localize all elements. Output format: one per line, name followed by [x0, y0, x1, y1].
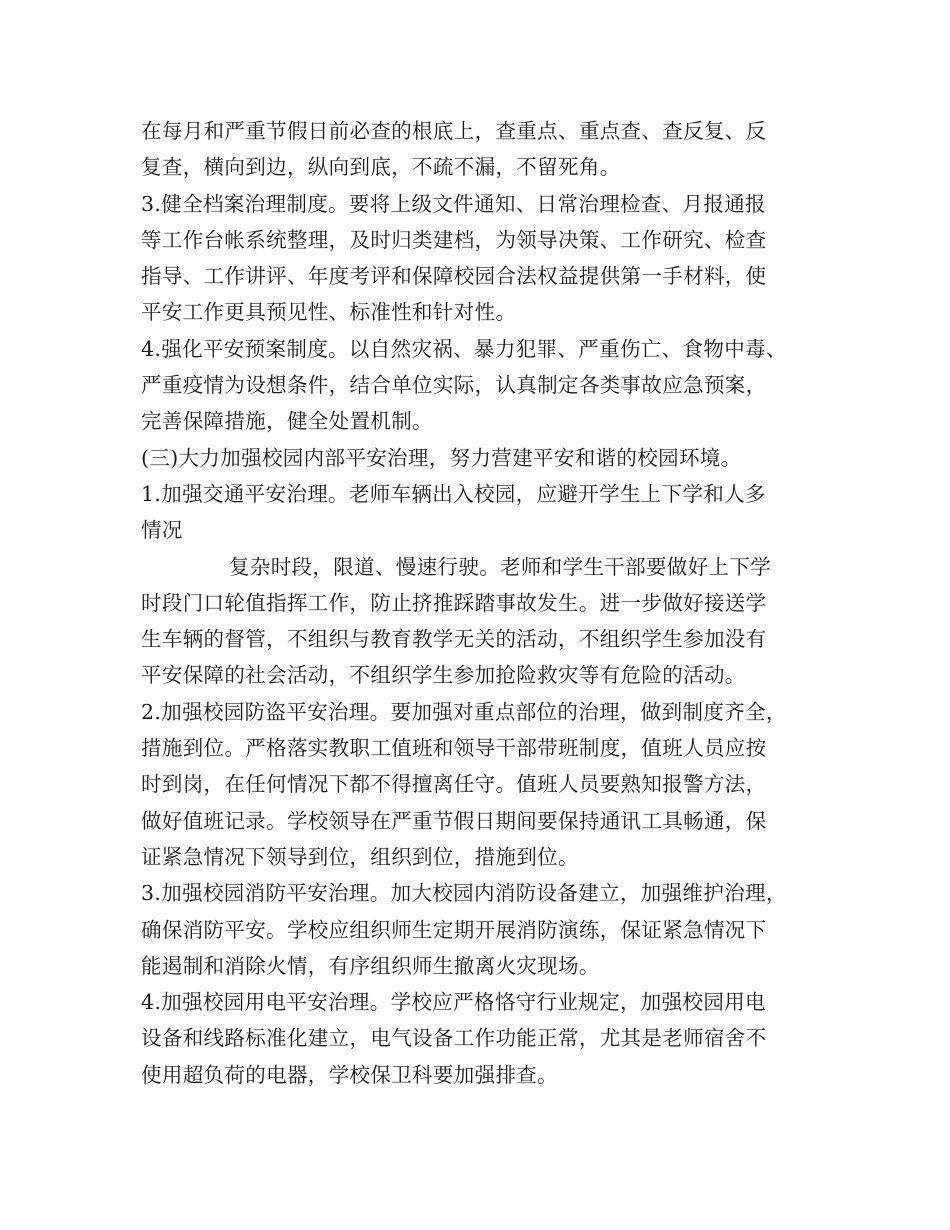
body-text-line: 确保消防平安。学校应组织师生定期开展消防演练，保证紧急情况下 [141, 917, 767, 942]
body-text-line: 设备和线路标准化建立，电气设备工作功能正常，尤其是老师宿舍不 [141, 1026, 767, 1051]
body-text-line: 复查，横向到边，纵向到底，不疏不漏，不留死角。 [141, 155, 621, 180]
body-text-line: 措施到位。严格落实教职工值班和领导干部带班制度，值班人员应按 [141, 736, 767, 761]
indented-text-line: 复杂时段，限道、慢速行驶。老师和学生干部要做好上下学 [229, 554, 772, 579]
body-text-line: 平安工作更具预见性、标准性和针对性。 [141, 300, 517, 325]
item-4-heading-line: 4.加强校园用电平安治理。学校应严格恪守行业规定，加强校园用电 [141, 990, 766, 1015]
body-text-line: 情况 [141, 518, 183, 543]
body-text-line: 平安保障的社会活动，不组织学生参加抢险救灾等有危险的活动。 [141, 663, 746, 688]
body-text-line: 在每月和严重节假日前必查的根底上，查重点、重点查、查反复、反 [141, 119, 767, 143]
body-text-line: 证紧急情况下领导到位，组织到位，措施到位。 [141, 844, 579, 869]
body-text-line: 时到岗，在任何情况下都不得擅离任守。值班人员要熟知报警方法， [141, 772, 767, 797]
document-body [141, 113, 841, 1093]
body-text-line: 严重疫情为设想条件，结合单位实际，认真制定各类事故应急预案， [141, 373, 767, 398]
item-3-heading-line: 3.健全档案治理制度。要将上级文件通知、日常治理检查、月报通报 [141, 191, 766, 216]
item-2-heading-line: 2.加强校园防盗平安治理。要加强对重点部位的治理，做到制度齐全， [141, 699, 787, 724]
body-text-line: 能遏制和消除火情，有序组织师生撤离火灾现场。 [141, 953, 600, 978]
body-text-line: 生车辆的督管，不组织与教育教学无关的活动，不组织学生参加没有 [141, 627, 767, 652]
body-text-line: 完善保障措施，健全处置机制。 [141, 409, 433, 434]
item-1-heading-line: 1.加强交通平安治理。老师车辆出入校园，应避开学生上下学和人多 [141, 481, 766, 506]
body-text-line: 时段门口轮值指挥工作，防止挤推踩踏事故发生。进一步做好接送学 [141, 590, 767, 615]
item-4-heading-line: 4.强化平安预案制度。以自然灾祸、暴力犯罪、严重伤亡、食物中毒、 [141, 336, 787, 361]
body-text-line: 使用超负荷的电器，学校保卫科要加强排查。 [141, 1062, 558, 1087]
item-3-heading-line: 3.加强校园消防平安治理。加大校园内消防设备建立，加强维护治理， [141, 881, 787, 906]
body-text-line: 等工作台帐系统整理，及时归类建档，为领导决策、工作研究、检查 [141, 227, 767, 252]
section-3-heading: (三)大力加强校园内部平安治理，努力营建平安和谐的校园环境。 [141, 445, 742, 470]
body-text-line: 指导、工作讲评、年度考评和保障校园合法权益提供第一手材料，使 [141, 264, 767, 289]
body-text-line: 做好值班记录。学校领导在严重节假日期间要保持通讯工具畅通，保 [141, 808, 767, 833]
